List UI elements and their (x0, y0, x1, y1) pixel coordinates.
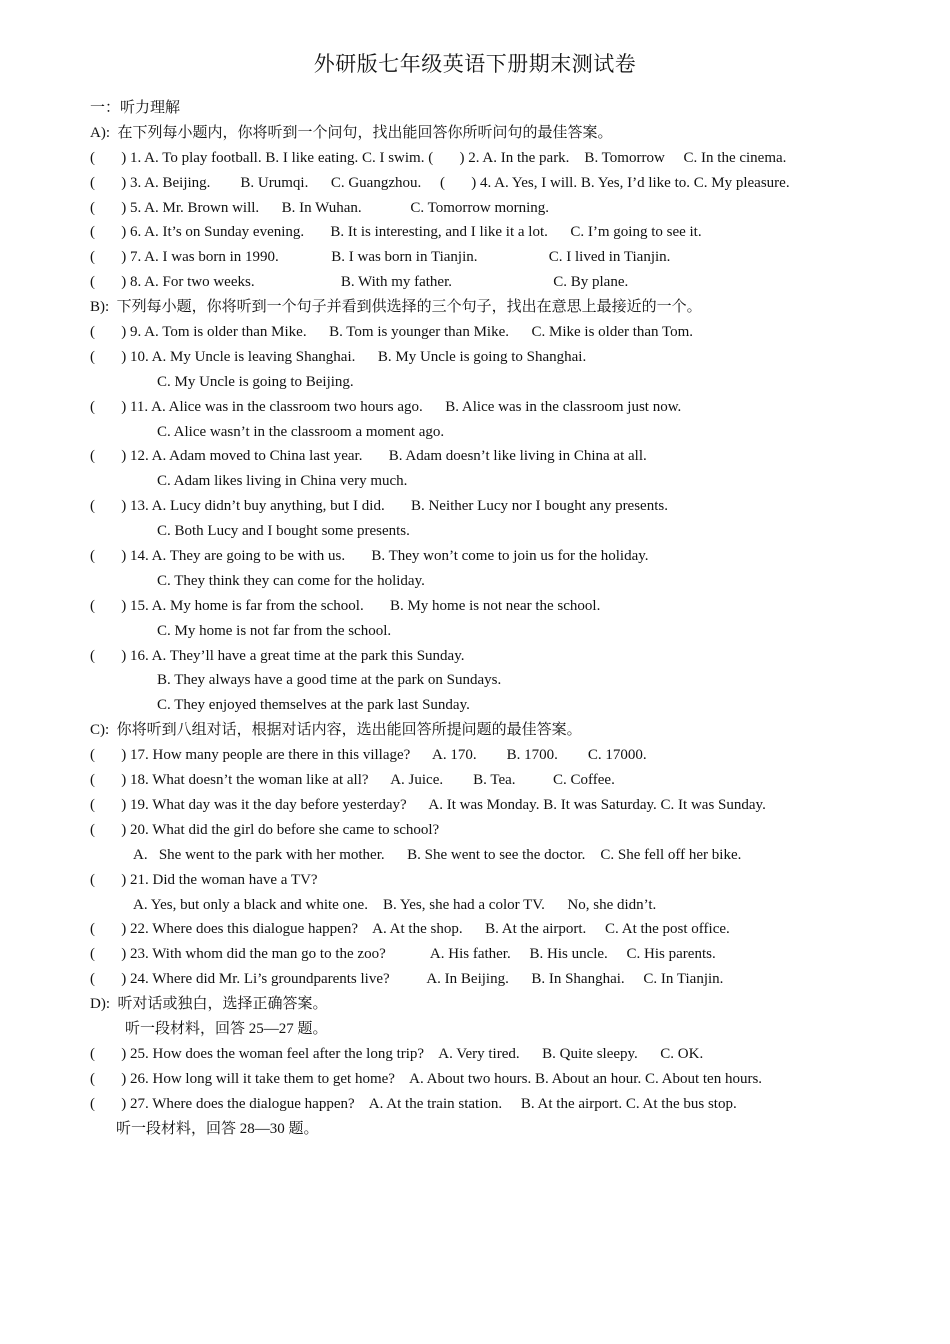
question-line-15-option-c: C. My home is not far from the school. (157, 622, 392, 639)
question-line-13: ( ) 13. A. Lucy didn’t buy anything, but I did. B. Neither Lucy nor I bought any presents. (90, 498, 668, 515)
question-line-11-option-c: C. Alice wasn’t in the classroom a moment ago. (157, 423, 445, 440)
question-line-8: ( ) 8. A. For two weeks. B. With my father. C. By plane. (90, 274, 629, 291)
question-line-19: ( ) 19. What day was it the day before yesterday? A. It was Monday. B. It was Saturday. C. It was Sunday. (90, 796, 766, 813)
question-line-1-2: ( ) 1. A. To play football. B. I like eating. C. I swim. ( ) 2. A. In the park. B. Tomorrow C. In the cinema. (90, 149, 787, 166)
question-line-16-option-c: C. They enjoyed themselves at the park last Sunday. (157, 697, 470, 714)
question-line-6: ( ) 6. A. It’s on Sunday evening. B. It is interesting, and I like it a lot. C. I’m going to see it. (90, 224, 702, 241)
part-d-instruction: D): 听对话或独白，选择正确答案。 (90, 996, 328, 1013)
question-line-10: ( ) 10. A. My Uncle is leaving Shanghai. B. My Uncle is going to Shanghai. (90, 348, 587, 365)
question-line-5: ( ) 5. A. Mr. Brown will. B. In Wuhan. C. Tomorrow morning. (90, 199, 550, 216)
question-line-24: ( ) 24. Where did Mr. Li’s groundparents live? A. In Beijing. B. In Shanghai. C. In Tianjin. (90, 971, 724, 988)
question-line-17: ( ) 17. How many people are there in this village? A. 170. B. 1700. C. 17000. (90, 747, 647, 764)
question-line-14: ( ) 14. A. They are going to be with us. B. They won’t come to join us for the holiday. (90, 548, 649, 565)
question-line-27: ( ) 27. Where does the dialogue happen? A. At the train station. B. At the airport. C. At the bus stop. (90, 1095, 737, 1112)
question-line-12-option-c: C. Adam likes living in China very much. (157, 473, 408, 490)
question-line-16-option-b: B. They always have a good time at the park on Sundays. (157, 672, 502, 689)
question-line-11: ( ) 11. A. Alice was in the classroom two hours ago. B. Alice was in the classroom just now. (90, 398, 682, 415)
question-line-10-option-c: C. My Uncle is going to Beijing. (157, 373, 354, 390)
listening-material-25-27: 听一段材料，回答 25—27 题。 (125, 1020, 328, 1037)
question-line-21-options: A. Yes, but only a black and white one. B. Yes, she had a color TV. No, she didn’t. (133, 896, 657, 913)
question-line-25: ( ) 25. How does the woman feel after the long trip? A. Very tired. B. Quite sleepy. C. OK. (90, 1045, 704, 1062)
question-line-26: ( ) 26. How long will it take them to get home? A. About two hours. B. About an hour. C. About ten hours. (90, 1070, 763, 1087)
page-title: 外研版七年级英语下册期末测试卷 (313, 52, 637, 76)
question-line-9: ( ) 9. A. Tom is older than Mike. B. Tom is younger than Mike. C. Mike is older than Tom. (90, 324, 694, 341)
question-line-23: ( ) 23. With whom did the man go to the zoo? A. His father. B. His uncle. C. His parents. (90, 946, 716, 963)
question-line-7: ( ) 7. A. I was born in 1990. B. I was born in Tianjin. C. I lived in Tianjin. (90, 249, 671, 266)
question-line-21: ( ) 21. Did the woman have a TV? (90, 871, 318, 888)
question-line-16: ( ) 16. A. They’ll have a great time at the park this Sunday. (90, 647, 465, 664)
question-line-3-4: ( ) 3. A. Beijing. B. Urumqi. C. Guangzhou. ( ) 4. A. Yes, I will. B. Yes, I’d like to. C. My pleasure. (90, 174, 790, 191)
part-c-instruction: C): 你将听到八组对话，根据对话内容，选出能回答所提问题的最佳答案。 (90, 722, 582, 739)
part-b-instruction: B): 下列每小题，你将听到一个句子并看到供选择的三个句子，找出在意思上最接近的一个。 (90, 299, 702, 316)
question-line-12: ( ) 12. A. Adam moved to China last year. B. Adam doesn’t like living in China at all. (90, 448, 647, 465)
question-line-15: ( ) 15. A. My home is far from the school. B. My home is not near the school. (90, 597, 601, 614)
part-a-instruction: A): 在下列每小题内，你将听到一个问句，找出能回答你所听问句的最佳答案。 (90, 124, 613, 141)
question-line-20-options: A. She went to the park with her mother. B. She went to see the doctor. C. She fell off her bike. (133, 846, 742, 863)
listening-material-28-30: 听一段材料，回答 28—30 题。 (116, 1120, 319, 1137)
question-line-14-option-c: C. They think they can come for the holiday. (157, 572, 425, 589)
exam-content (90, 96, 890, 1141)
section-heading-listening: 一：听力理解 (90, 100, 181, 116)
question-line-18: ( ) 18. What doesn’t the woman like at all? A. Juice. B. Tea. C. Coffee. (90, 772, 615, 789)
question-line-13-option-c: C. Both Lucy and I bought some presents. (157, 523, 410, 540)
question-line-22: ( ) 22. Where does this dialogue happen? A. At the shop. B. At the airport. C. At the post office. (90, 921, 730, 938)
question-line-20: ( ) 20. What did the girl do before she came to school? (90, 821, 440, 838)
